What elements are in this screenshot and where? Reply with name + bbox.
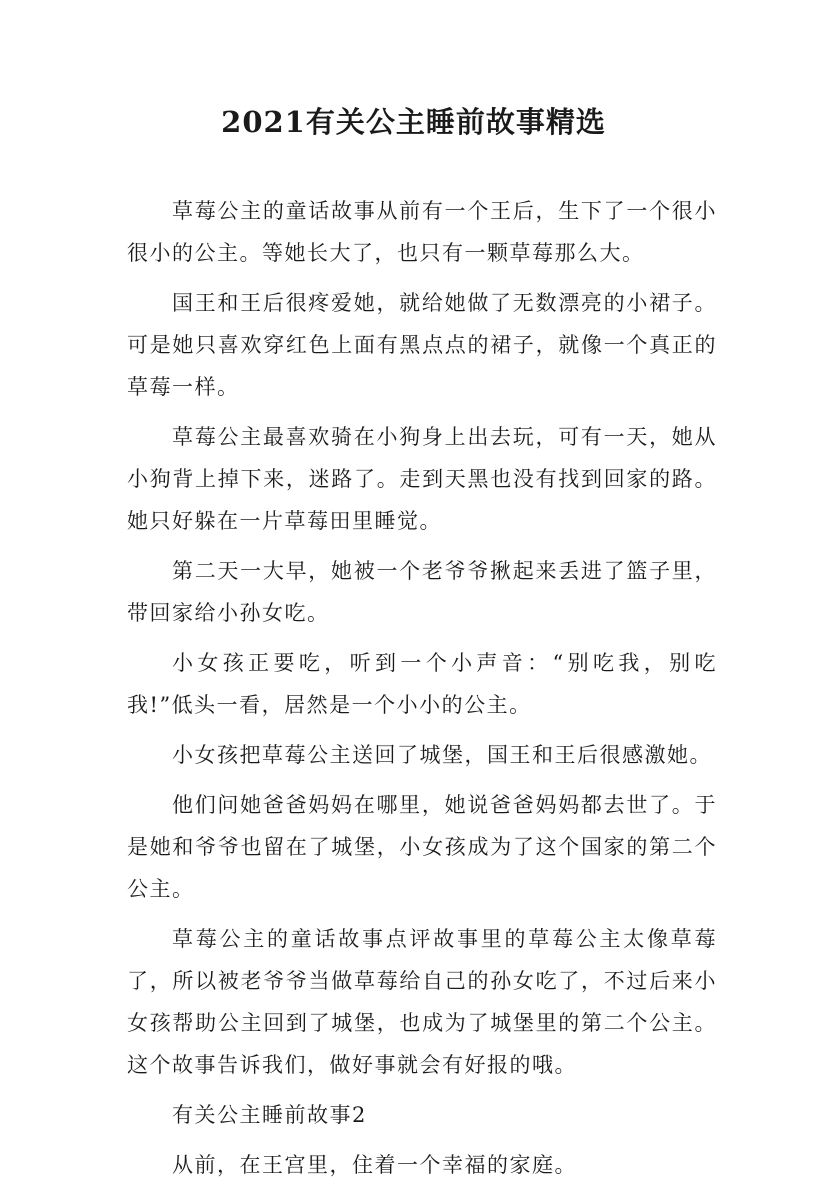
paragraph: 国王和王后很疼爱她，就给她做了无数漂亮的小裙子。可是她只喜欢穿红色上面有黑点点的裙子，就像一个真正的草莓一样。 <box>127 291 717 399</box>
document-body <box>127 190 717 1194</box>
paragraph: 草莓公主的童话故事从前有一个王后，生下了一个很小很小的公主。等她长大了，也只有一颗草莓那么大。 <box>127 199 717 265</box>
paragraph: 小女孩正要吃，听到一个小声音：“别吃我，别吃我!”低头一看，居然是一个小小的公主。 <box>127 651 717 717</box>
document-title: 2021有关公主睡前故事精选 <box>221 105 606 139</box>
section-heading: 有关公主睡前故事2 <box>172 1103 367 1127</box>
paragraph: 小女孩把草莓公主送回了城堡，国王和王后很感激她。 <box>172 743 712 767</box>
paragraph: 第二天一大早，她被一个老爷爷揪起来丢进了篮子里，带回家给小孙女吃。 <box>127 559 717 625</box>
paragraph: 他们问她爸爸妈妈在哪里，她说爸爸妈妈都去世了。于是她和爷爷也留在了城堡，小女孩成为了这个国家的第二个公主。 <box>127 793 717 901</box>
paragraph: 草莓公主最喜欢骑在小狗身上出去玩，可有一天，她从小狗背上掉下来，迷路了。走到天黑也没有找到回家的路。她只好躲在一片草莓田里睡觉。 <box>127 425 717 533</box>
paragraph: 从前，在王宫里，住着一个幸福的家庭。 <box>172 1153 577 1177</box>
paragraph: 草莓公主的童话故事点评故事里的草莓公主太像草莓了，所以被老爷爷当做草莓给自己的孙女吃了，不过后来小女孩帮助公主回到了城堡，也成为了城堡里的第二个公主。这个故事告诉我们，做好事就会有好报的哦。 <box>127 927 717 1077</box>
